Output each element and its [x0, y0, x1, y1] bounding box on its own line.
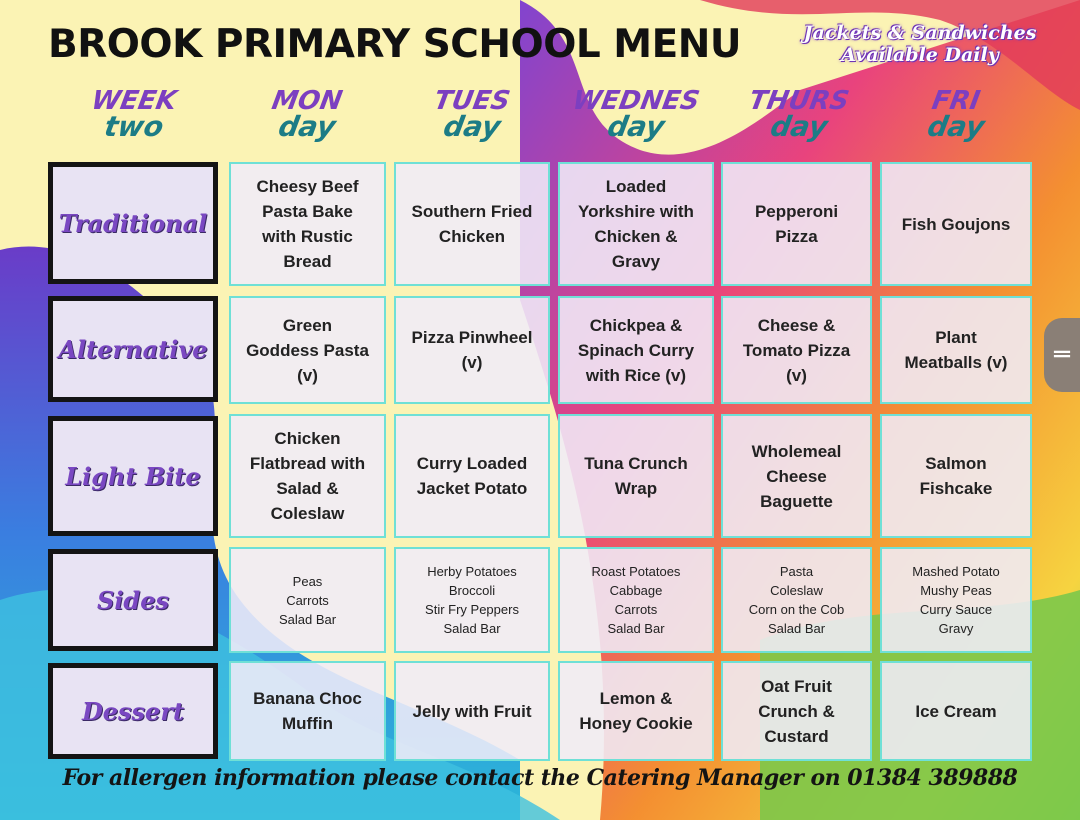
menu-cell — [394, 414, 550, 538]
day-header-bottom: day — [441, 110, 504, 143]
day-header-top: TUES — [431, 86, 513, 116]
menu-cell — [229, 162, 386, 286]
menu-item: Jelly with Fruit — [412, 701, 532, 721]
menu-item: Fish Goujons — [901, 214, 1011, 234]
side-drawer-handle[interactable] — [1044, 318, 1080, 392]
menu-cell — [394, 547, 550, 653]
category-label: Dessert — [81, 696, 185, 726]
menu-item: Curry Loaded Jacket Potato — [416, 454, 528, 498]
category-label: Light Bite — [65, 461, 201, 491]
menu-cell — [229, 661, 386, 761]
menu-cell — [880, 296, 1032, 404]
category-sides — [48, 549, 218, 651]
page-title: BROOK PRIMARY SCHOOL MENU — [48, 22, 742, 67]
menu-item: Pizza Pinwheel (v) — [411, 328, 533, 372]
menu-cell — [558, 547, 714, 653]
tagline-line-2: Available Daily — [841, 44, 999, 66]
day-header-friday — [886, 86, 1026, 143]
category-light-bite — [48, 416, 218, 536]
day-header-bottom: day — [768, 110, 831, 143]
day-header-wednesday — [566, 86, 706, 143]
category-dessert — [48, 663, 218, 759]
menu-cell — [880, 414, 1032, 538]
category-traditional — [48, 162, 218, 284]
menu-cell — [229, 296, 386, 404]
week-label — [64, 86, 204, 143]
tagline-line-1: Jackets & Sandwiches — [803, 22, 1037, 44]
menu-item: Pepperoni Pizza — [754, 202, 839, 246]
menu-cell — [394, 661, 550, 761]
menu-item: Roast Potatoes Cabbage Carrots Salad Bar — [591, 564, 681, 636]
tagline — [790, 22, 1050, 66]
menu-item: Banana Choc Muffin — [253, 689, 362, 733]
allergen-footer: For allergen information please contact the Catering Manager on 01384 389888 — [62, 765, 1018, 791]
menu-cell — [558, 661, 714, 761]
menu-cell — [558, 162, 714, 286]
category-label: Traditional — [58, 208, 208, 238]
menu-item: Chicken Flatbread with Salad & Coleslaw — [249, 429, 366, 523]
menu-cell — [229, 414, 386, 538]
menu-item: Mashed Potato Mushy Peas Curry Sauce Gravy — [912, 564, 1000, 636]
menu-item: Wholemeal Cheese Baguette — [751, 441, 842, 511]
category-label: Alternative — [58, 334, 208, 364]
day-header-bottom: day — [925, 110, 988, 143]
menu-item: Pasta Coleslaw Corn on the Cob Salad Bar — [748, 564, 845, 636]
day-header-tuesday — [402, 86, 542, 143]
menu-cell — [721, 162, 872, 286]
category-label: Sides — [96, 585, 169, 615]
menu-item: Chickpea & Spinach Curry with Rice (v) — [577, 315, 695, 385]
menu-item: Southern Fried Chicken — [411, 202, 533, 246]
menu-item: Cheesy Beef Pasta Bake with Rustic Bread — [256, 177, 359, 271]
menu-item: Green Goddess Pasta (v) — [246, 315, 369, 385]
day-header-monday — [237, 86, 377, 143]
week-label-bottom: two — [101, 110, 167, 143]
day-header-top: THURS — [746, 86, 852, 116]
menu-cell — [880, 661, 1032, 761]
menu-item: Loaded Yorkshire with Chicken & Gravy — [578, 177, 694, 271]
menu-cell — [721, 296, 872, 404]
category-alternative — [48, 296, 218, 402]
menu-item: Cheese & Tomato Pizza (v) — [742, 315, 851, 385]
menu-cell — [721, 547, 872, 653]
menu-cell — [721, 414, 872, 538]
menu-item: Herby Potatoes Broccoli Stir Fry Peppers Salad Bar — [425, 564, 519, 636]
day-header-bottom: day — [276, 110, 339, 143]
day-header-top: WEDNES — [570, 86, 702, 116]
menu-cell — [558, 414, 714, 538]
menu-item: Lemon & Honey Cookie — [579, 689, 693, 733]
day-header-thursday — [729, 86, 869, 143]
day-header-top: FRI — [929, 86, 983, 116]
menu-item: Plant Meatballs (v) — [904, 328, 1008, 372]
menu-cell — [394, 162, 550, 286]
menu-cell — [721, 661, 872, 761]
menu-item: Tuna Crunch Wrap — [584, 454, 688, 498]
menu-item: Oat Fruit Crunch & Custard — [758, 676, 835, 746]
menu-item: Salmon Fishcake — [919, 454, 993, 498]
week-label-top: WEEK — [89, 86, 179, 116]
menu-cell — [229, 547, 386, 653]
menu-item: Peas Carrots Salad Bar — [278, 573, 337, 627]
day-header-bottom: day — [605, 110, 668, 143]
menu-cell — [880, 547, 1032, 653]
menu-icon: ═ — [1054, 340, 1070, 370]
menu-cell — [394, 296, 550, 404]
menu-cell — [558, 296, 714, 404]
day-header-top: MON — [269, 86, 345, 116]
menu-cell — [880, 162, 1032, 286]
menu-item: Ice Cream — [915, 701, 997, 721]
